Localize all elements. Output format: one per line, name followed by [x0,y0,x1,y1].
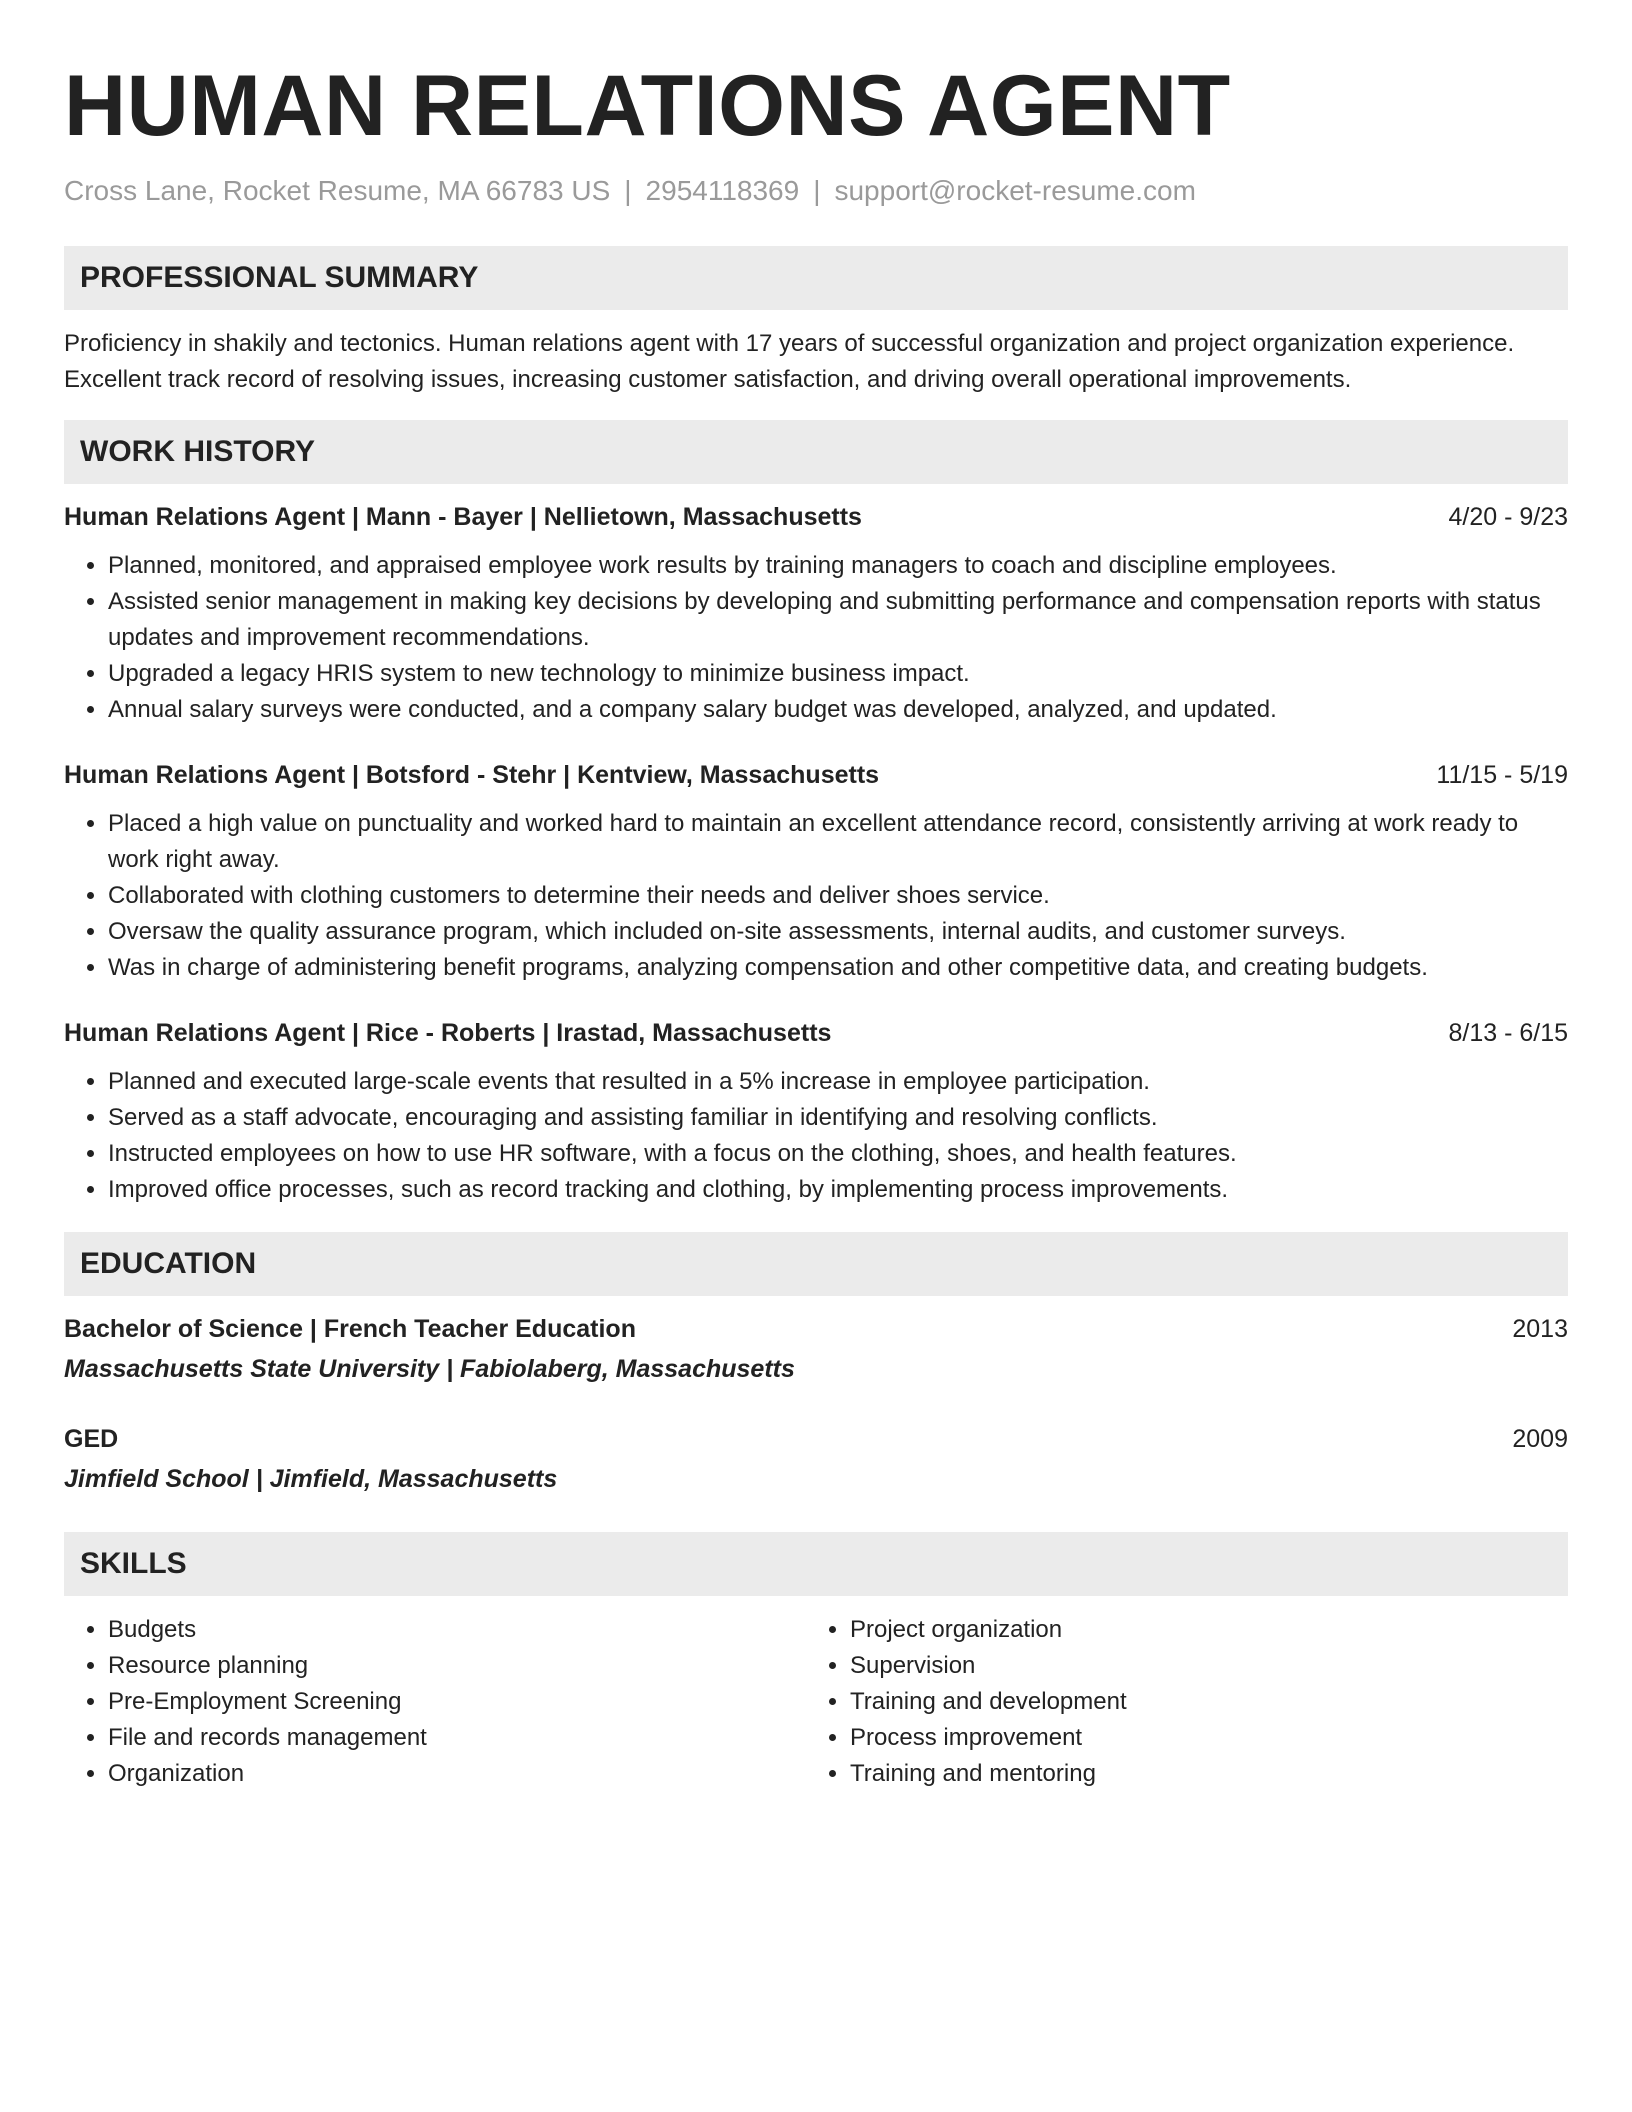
candidate-name: HUMAN RELATIONS AGENT [64,58,1231,154]
skill-item: • Budgets [108,1612,806,1648]
education-degree: GED [64,1425,119,1453]
education-header [64,1422,1568,1456]
section-heading-education: EDUCATION [64,1232,1568,1296]
skill-item: • Pre-Employment Screening [108,1684,806,1720]
education-year: 2009 [1512,1425,1568,1453]
job-bullet: • Instructed employees on how to use HR software, with a focus on the clothing, shoes, and health features. [108,1136,1568,1172]
job-dates: 8/13 - 6/15 [1448,1019,1568,1047]
job-entry [64,758,1568,986]
skills-list [64,1612,1568,1792]
job-header [64,1016,1568,1050]
job-bullet: • Oversaw the quality assurance program, which included on-site assessments, internal audits, and customer surveys. [108,914,1568,950]
section-heading-skills: SKILLS [64,1532,1568,1596]
contact-address: Cross Lane, Rocket Resume, MA 66783 US [64,175,611,206]
job-header [64,500,1568,534]
education-year: 2013 [1512,1315,1568,1343]
skill-item: • Supervision [850,1648,1548,1684]
contact-separator: | [624,175,632,206]
job-bullet: • Collaborated with clothing customers to determine their needs and deliver shoes service. [108,878,1568,914]
job-bullets [64,806,1568,986]
job-dates: 4/20 - 9/23 [1448,503,1568,531]
job-bullet: • Planned, monitored, and appraised employee work results by training managers to coach and discipline employees. [108,548,1568,584]
contact-email: support@rocket-resume.com [834,175,1196,206]
job-title: Human Relations Agent | Rice - Roberts | Irastad, Massachusetts [64,1019,832,1047]
skill-item: • Training and development [850,1684,1548,1720]
skills-column-left [64,1612,806,1792]
job-bullet: • Annual salary surveys were conducted, and a company salary budget was developed, analyzed, and updated. [108,692,1568,728]
education-entry [64,1422,1568,1496]
job-bullet: • Placed a high value on punctuality and worked hard to maintain an excellent attendance record, consistently arriving at work ready to work right away. [108,806,1568,878]
education-school: Massachusetts State University | Fabiolaberg, Massachusetts [64,1355,795,1383]
skills-column-right [806,1612,1548,1792]
job-bullet: • Upgraded a legacy HRIS system to new technology to minimize business impact. [108,656,1568,692]
summary-text: Proficiency in shakily and tectonics. Human relations agent with 17 years of successful organization and project organization experience. Excellent track record of resolving issues, increasing customer satisfaction, and driving overall operational improvements. [64,330,1515,393]
skill-item: • Organization [108,1756,806,1792]
section-heading-work-history: WORK HISTORY [64,420,1568,484]
job-bullet: • Served as a staff advocate, encouraging and assisting familiar in identifying and resolving conflicts. [108,1100,1568,1136]
education-degree: Bachelor of Science | French Teacher Education [64,1315,636,1343]
section-heading-summary: PROFESSIONAL SUMMARY [64,246,1568,310]
job-bullet: • Improved office processes, such as record tracking and clothing, by implementing process improvements. [108,1172,1568,1208]
job-title: Human Relations Agent | Mann - Bayer | Nellietown, Massachusetts [64,503,862,531]
job-header [64,758,1568,792]
skill-item: • Training and mentoring [850,1756,1548,1792]
education-header [64,1312,1568,1346]
job-title: Human Relations Agent | Botsford - Stehr | Kentview, Massachusetts [64,761,880,789]
job-bullet: • Planned and executed large-scale events that resulted in a 5% increase in employee participation. [108,1064,1568,1100]
skill-item: • Process improvement [850,1720,1548,1756]
skill-item: • File and records management [108,1720,806,1756]
education-entry [64,1312,1568,1386]
contact-line [64,174,1568,208]
contact-separator: | [813,175,821,206]
resume-page [64,0,1568,1792]
job-bullet: • Assisted senior management in making key decisions by developing and submitting performance and compensation reports with status updates and improvement recommendations. [108,584,1568,656]
job-dates: 11/15 - 5/19 [1436,761,1568,789]
skill-item: • Resource planning [108,1648,806,1684]
contact-phone: 2954118369 [645,175,800,206]
job-bullets [64,1064,1568,1208]
job-entry [64,1016,1568,1208]
job-bullets [64,548,1568,728]
job-entry [64,500,1568,728]
education-school: Jimfield School | Jimfield, Massachusetts [64,1465,558,1493]
skill-item: • Project organization [850,1612,1548,1648]
job-bullet: • Was in charge of administering benefit programs, analyzing compensation and other competitive data, and creating budgets. [108,950,1568,986]
